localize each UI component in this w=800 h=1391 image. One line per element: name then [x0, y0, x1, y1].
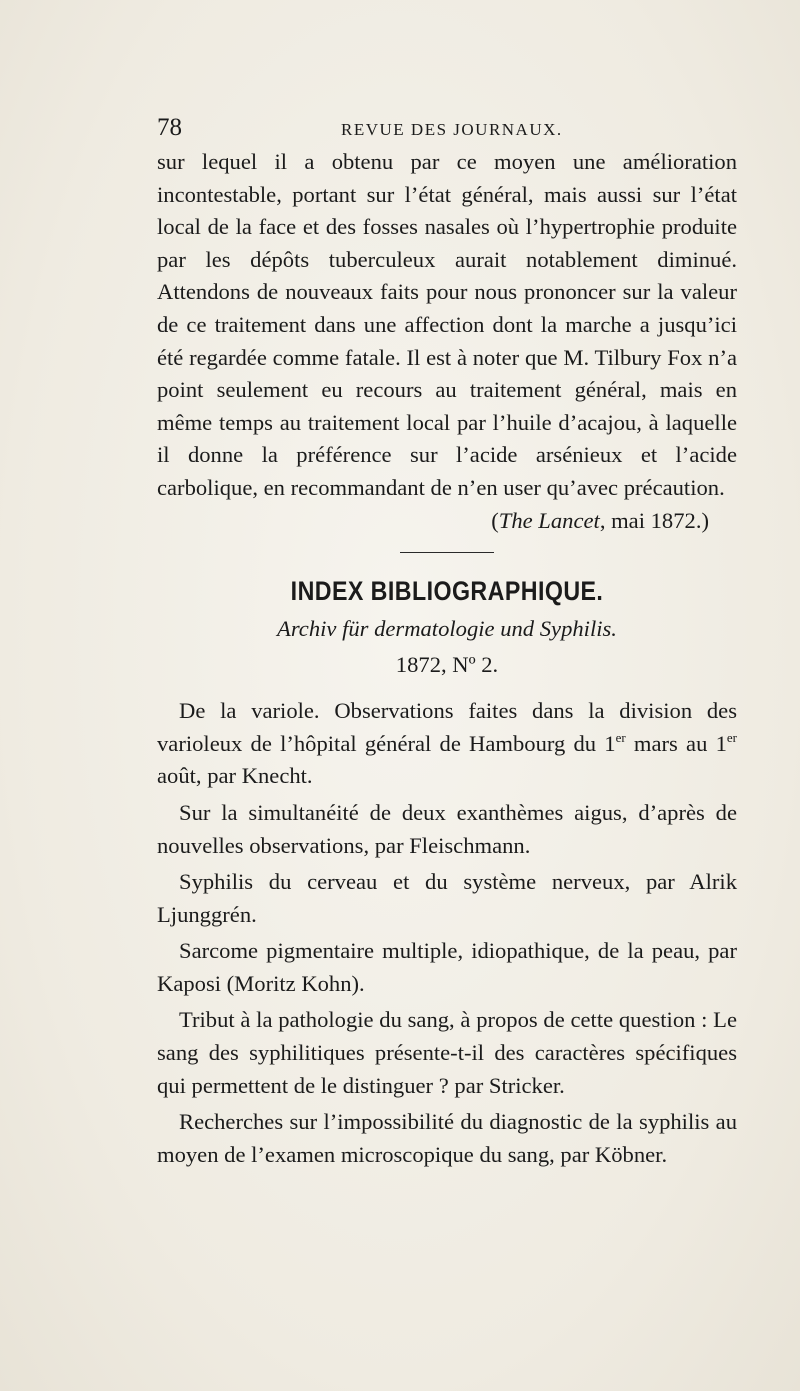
section-title: INDEX BIBLIOGRAPHIQUE. — [290, 576, 604, 607]
bibliography-entry: Recherches sur l’impossibilité du diagnostic de la syphilis au moyen de l’examen microscopique du sang, par Köbner. — [157, 1109, 737, 1167]
page-header — [157, 114, 737, 144]
journal-title: Archiv für dermatologie und Syphilis. — [277, 616, 617, 642]
citation-date: , mai 1872.) — [599, 507, 709, 533]
running-head: REVUE DES JOURNAUX. — [341, 120, 563, 139]
entry-text: mars au 1 — [625, 730, 727, 756]
superscript: er — [726, 729, 737, 745]
bibliography-entry: Syphilis du cerveau et du système nerveux, par Alrik Ljunggrén. — [157, 869, 737, 927]
entry-text: De la variole. Observations faites dans la division des varioleux de l’hôpital général de Hambourg du 1 — [157, 698, 737, 756]
bibliography-entry — [157, 695, 737, 793]
bibliography-entry: Tribut à la pathologie du sang, à propos de cette question : Le sang des syphilitiques présente-t-il des caractères spécifiques qui permettent de le distinguer ? par Stricker. — [157, 1007, 737, 1098]
citation-source: The Lancet — [498, 507, 600, 533]
superscript: er — [615, 729, 626, 745]
bibliography-entry: Sur la simultanéité de deux exanthèmes aigus, d’après de nouvelles observations, par Fleischmann. — [157, 799, 737, 858]
citation — [157, 505, 737, 538]
bibliography-entry: Sarcome pigmentaire multiple, idiopathique, de la peau, par Kaposi (Moritz Kohn). — [157, 938, 737, 996]
entry-text: août, par Knecht. — [157, 763, 313, 789]
intro-paragraph: sur lequel il a obtenu par ce moyen une amélioration incontestable, portant sur l’état général, mais aussi sur l’état local de la face et des fosses nasales où l’hypertrophie produite par les dépôts tuberculeux aurait notablement diminué. Attendons de nouveaux faits pour nous prononcer sur la valeur de ce traitement dans une affection dont la marche a jusqu’ici été regardée comme fatale. Il est à noter que M. Tilbury Fox n’a point seulement eu recours au traitement général, mais en même temps au traitement local par l’huile d’acajou, à laquelle il donne la préférence sur l’acide arsénieux et l’acide carbolique, en recommandant de n’en user qu’avec précaution. — [157, 149, 737, 500]
page-number: 78 — [157, 114, 182, 141]
text-column — [157, 146, 737, 1175]
journal-issue: 1872, Nº 2. — [395, 652, 499, 678]
section-divider — [400, 552, 494, 553]
citation-open: ( — [491, 507, 499, 533]
